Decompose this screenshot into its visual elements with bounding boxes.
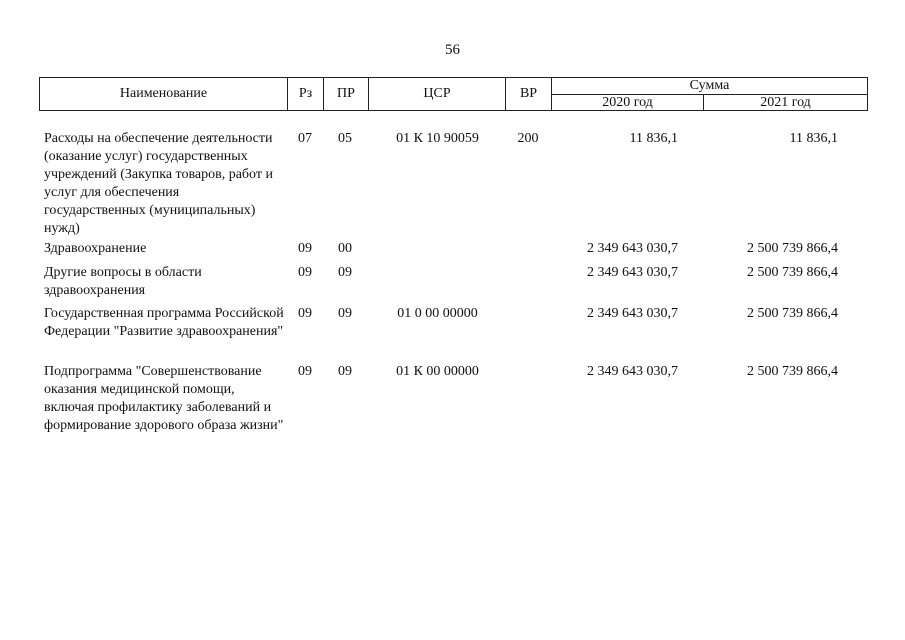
- row-name: Подпрограмма "Совершенствование оказания медицинской помощи, включая профилактику заболеваний и формирование здорового образа жизни": [44, 364, 284, 433]
- page-number: 56: [445, 42, 460, 58]
- row-name: Другие вопросы в области здравоохранения: [44, 265, 202, 298]
- row-sum-2021: 11 836,1: [789, 131, 838, 146]
- header-rz: Рз: [287, 77, 324, 111]
- row-csr: 01 0 00 00000: [397, 306, 478, 321]
- header-year-2020: 2020 год: [551, 94, 704, 111]
- row-csr: 01 К 10 90059: [396, 131, 479, 146]
- header-name: Наименование: [39, 77, 288, 111]
- row-sum-2020: 2 349 643 030,7: [587, 241, 678, 256]
- row-rz: 09: [298, 265, 312, 280]
- row-name: Государственная программа Российской Федерации "Развитие здравоохранения": [44, 306, 284, 339]
- row-pr: 00: [338, 241, 352, 256]
- row-pr: 09: [338, 265, 352, 280]
- row-sum-2020: 2 349 643 030,7: [587, 306, 678, 321]
- row-sum-2020: 11 836,1: [629, 131, 678, 146]
- header-year-2021: 2021 год: [703, 94, 868, 111]
- row-sum-2021: 2 500 739 866,4: [747, 241, 838, 256]
- row-sum-2020: 2 349 643 030,7: [587, 265, 678, 280]
- row-pr: 09: [338, 306, 352, 321]
- row-rz: 09: [298, 306, 312, 321]
- row-vr: 200: [517, 131, 539, 146]
- row-sum-2021: 2 500 739 866,4: [747, 265, 838, 280]
- row-sum-2021: 2 500 739 866,4: [747, 306, 838, 321]
- header-vr: ВР: [505, 77, 552, 111]
- row-rz: 09: [298, 241, 312, 256]
- row-rz: 07: [298, 131, 312, 146]
- row-sum-2021: 2 500 739 866,4: [747, 364, 838, 379]
- row-sum-2020: 2 349 643 030,7: [587, 364, 678, 379]
- row-name: Расходы на обеспечение деятельности (оказание услуг) государственных учреждений (Закупка товаров, работ и услуг для обеспечения государственных (муниципальных) нужд): [44, 131, 273, 236]
- row-csr: 01 К 00 00000: [396, 364, 479, 379]
- table-header: [39, 77, 868, 111]
- row-pr: 09: [338, 364, 352, 379]
- row-rz: 09: [298, 364, 312, 379]
- header-csr: ЦСР: [368, 77, 506, 111]
- row-pr: 05: [338, 131, 352, 146]
- row-name: Здравоохранение: [44, 241, 147, 256]
- header-pr: ПР: [323, 77, 369, 111]
- header-sum: Сумма: [551, 77, 868, 95]
